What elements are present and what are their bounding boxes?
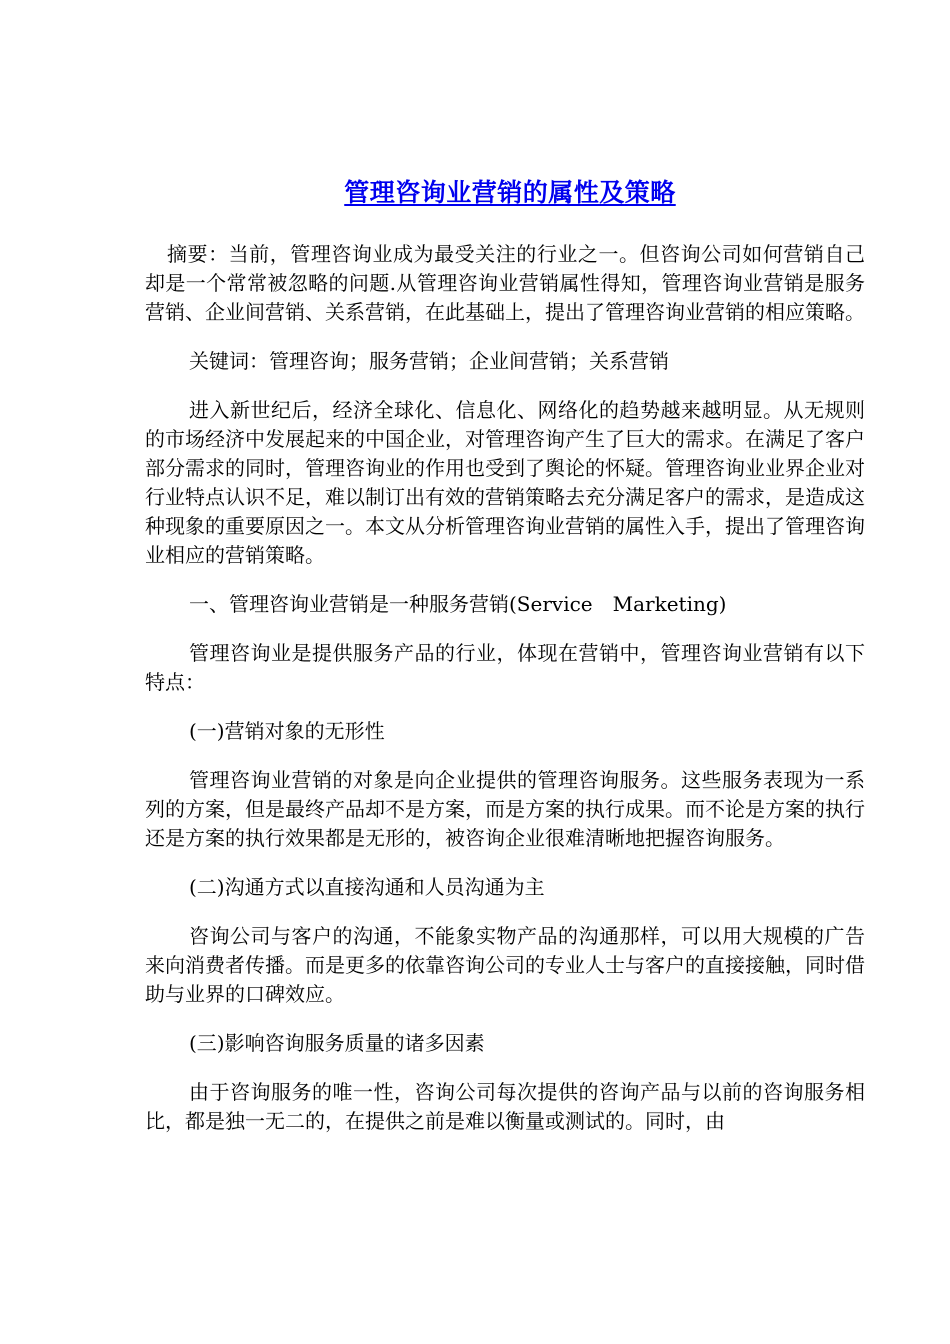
subsection-1-heading: (一)营销对象的无形性 xyxy=(189,719,385,743)
document-title-link[interactable]: 管理咨询业营销的属性及策略 xyxy=(344,178,676,207)
subsection-3-heading: (三)影响咨询服务质量的诸多因素 xyxy=(189,1031,485,1055)
keywords-paragraph: 关键词：管理咨询；服务营销；企业间营销；关系营销 xyxy=(189,349,669,373)
section-1-paragraph: 管理咨询业是提供服务产品的行业，体现在营销中，管理咨询业营销有以下特点： xyxy=(145,641,865,694)
section-1-heading: 一、管理咨询业营销是一种服务营销(Service Marketing) xyxy=(189,592,727,616)
intro-paragraph: 进入新世纪后，经济全球化、信息化、网络化的趋势越来越明显。从无规则的市场经济中发展起来的中国企业，对管理咨询产生了巨大的需求。在满足了客户部分需求的同时，管理咨询业的作用也受到了舆论的怀疑。管理咨询业业界企业对行业特点认识不足，难以制订出有效的营销策略去充分满足客户的需求，是造成这种现象的重要原因之一。本文从分析管理咨询业营销的属性入手，提出了管理咨询业相应的营销策略。 xyxy=(145,398,865,567)
subsection-3-paragraph: 由于咨询服务的唯一性，咨询公司每次提供的咨询产品与以前的咨询服务相比，都是独一无二的，在提供之前是难以衡量或测试的。同时，由 xyxy=(145,1080,865,1133)
subsection-1-paragraph: 管理咨询业营销的对象是向企业提供的管理咨询服务。这些服务表现为一系列的方案，但是最终产品却不是方案，而是方案的执行成果。而不论是方案的执行还是方案的执行效果都是无形的，被咨询企业很难清晰地把握咨询服务。 xyxy=(145,768,865,850)
subsection-2-heading: (二)沟通方式以直接沟通和人员沟通为主 xyxy=(189,875,545,899)
document-body xyxy=(145,240,865,1156)
abstract-paragraph: 摘要：当前，管理咨询业成为最受关注的行业之一。但咨询公司如何营销自己却是一个常常被忽略的问题.从管理咨询业营销属性得知，管理咨询业营销是服务营销、企业间营销、关系营销，在此基础上，提出了管理咨询业营销的相应策略。 xyxy=(145,242,865,324)
subsection-2-paragraph: 咨询公司与客户的沟通，不能象实物产品的沟通那样，可以用大规模的广告来向消费者传播。而是更多的依靠咨询公司的专业人士与客户的直接接触，同时借助与业界的口碑效应。 xyxy=(145,924,865,1006)
